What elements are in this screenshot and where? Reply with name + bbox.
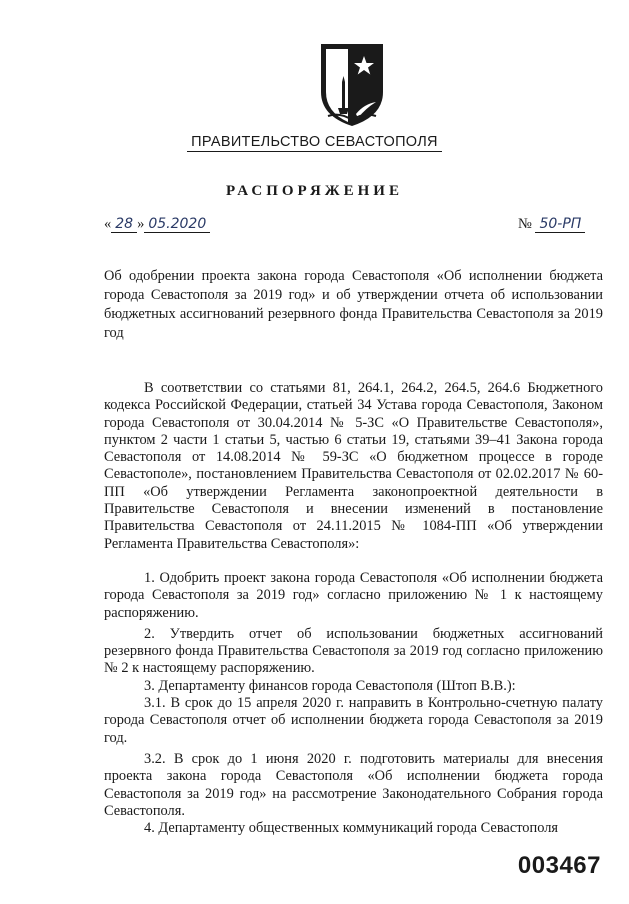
clause-3-2: 3.2. В срок до 1 июня 2020 г. подготовить материалы для внесения проекта закона города Севастополя «Об исполнении бюджета города Севастополя за 2019 год» на рассмотрение Законодательного Собрания города Севастополя. [104, 750, 603, 819]
number-value: 50-РП [535, 216, 585, 233]
government-title-text: ПРАВИТЕЛЬСТВО СЕВАСТОПОЛЯ [187, 134, 442, 152]
clause-4: 4. Департаменту общественных коммуникаций города Севастополя [144, 820, 559, 837]
date-month-year: 05.2020 [144, 216, 210, 233]
document-subject: Об одобрении проекта закона города Севастополя «Об исполнении бюджета города Севастополя за 2019 год» и об утверждении отчета об использовании бюджетных ассигнований резервного фонда Правительства Севастополя за 2019 год [104, 268, 603, 341]
clause-1: 1. Одобрить проект закона города Севастополя «Об исполнении бюджета города Севастополя за 2019 год» согласно приложению № 1 к настоящему распоряжению. [104, 569, 603, 621]
government-title [0, 134, 629, 150]
document-number [518, 216, 585, 233]
date-open-quote: « [104, 216, 112, 232]
preamble-paragraph: В соответствии со статьями 81, 264.1, 264.2, 264.5, 264.6 Бюджетного кодекса Российской Федерации, статьей 34 Устава города Севастополя, Законом города Севастополя от 30.04.2014 № 5-ЗС «О Правительстве Севастополя», пунктом 2 части 1 статьи 5, частью 6 статьи 19, статьями 39–41 Закона города Севастополя от 14.08.2014 № 59-ЗС «О бюджетном процессе в городе Севастополе», постановлением Правительства Севастополя от 02.02.2017 № 60-ПП «Об утверждении Регламента законопроектной деятельности в Правительстве Севастополя и внесении изменений в постановление Правительства Севастополя от 24.11.2015 № 1084-ПП «Об утверждении Регламента Правительства Севастополя»: [104, 380, 603, 552]
document-date [104, 216, 210, 233]
serial-number: 003467 [517, 852, 601, 879]
document-body [104, 380, 603, 837]
date-close-quote: » [137, 216, 145, 232]
clause-2: 2. Утвердить отчет об использовании бюджетных ассигнований резервного фонда Правительства Севастополя за 2019 год согласно приложению № 2 к настоящему распоряжению. [104, 625, 603, 677]
date-day: 28 [111, 216, 137, 233]
clause-3-1: 3.1. В срок до 15 апреля 2020 г. направить в Контрольно-счетную палату города Севастополя отчет об исполнении бюджета города Севастополя за 2019 год. [104, 695, 603, 746]
number-prefix: № [518, 216, 532, 232]
sevastopol-coat-of-arms-icon [318, 42, 386, 128]
clause-3: 3. Департаменту финансов города Севастополя (Штоп В.В.): [144, 677, 516, 694]
document-type-heading: РАСПОРЯЖЕНИЕ [226, 183, 403, 199]
